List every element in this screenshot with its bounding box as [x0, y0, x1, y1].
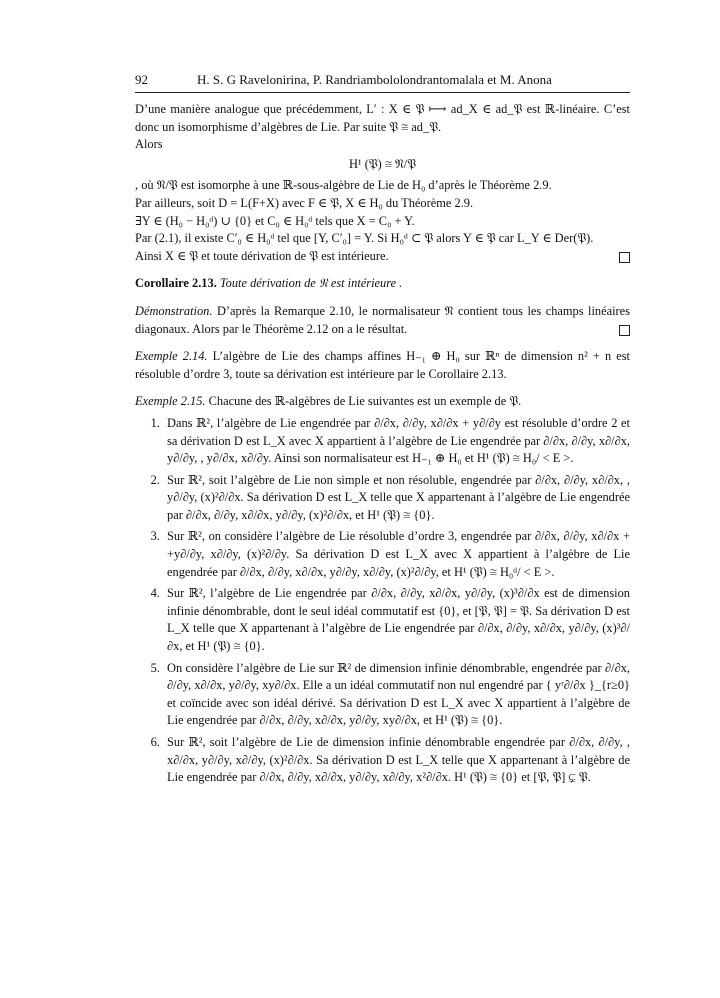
page-number: 92: [135, 72, 148, 87]
example-14-text: L’algèbre de Lie des champs affines H₋₁ ⊕ H₀ sur ℝⁿ de dimension n² + n est résoluble d’ordre 3, toute sa dérivation est intérieure par le Corollaire 2.13.: [135, 349, 630, 381]
example-14-label: Exemple 2.14.: [135, 349, 208, 364]
example-15-label: Exemple 2.15.: [135, 394, 206, 409]
list-item: 6. Sur ℝ², soit l’algèbre de Lie de dimension infinie dénombrable engendrée par ∂/∂x, ∂/∂y, , x∂/∂x, y∂/∂y, x∂/∂y, (x)²∂/∂x. Sa dérivation D est L_X telle que X appartenant à l’algèbre de Lie engendrée par ∂/∂x, ∂/∂y, x∂/∂x, y∂/∂y, x∂/∂y, x²∂/∂x. H¹ (𝔓) ≅ {0} et [𝔓, 𝔓] ⊊ 𝔓.: [163, 734, 630, 787]
proof-line-6-wrap: [135, 248, 630, 266]
running-header: [135, 72, 630, 93]
proof-line-3: Par ailleurs, soit D = L(F+X) avec F ∈ 𝔓, X ∈ H₀ du Théorème 2.9.: [135, 195, 474, 210]
example-2-15: [135, 393, 630, 411]
qed-square-icon: [619, 252, 630, 263]
proof-line-4: ∃Y ∈ (H₀ − H₀ᵈ) ∪ {0} et C₀ ∈ H₀ᵈ tels que X = C₀ + Y.: [135, 213, 415, 228]
list-item: 3. Sur ℝ², on considère l’algèbre de Lie résoluble d’ordre 3, engendrée par ∂/∂x, ∂/∂y, x∂/∂x + +y∂/∂y, x∂/∂y, (x)²∂/∂y. Sa dérivation D est L_X avec X appartient à l’algèbre de Lie engendrée par ∂/∂x, ∂/∂y, x∂/∂x, y∂/∂y, x∂/∂y, (x)²∂/∂y, et H¹ (𝔓) ≅ H₀ᵈ/ < E >.: [163, 528, 630, 581]
demonstration-text: D’après la Remarque 2.10, le normalisateur 𝔑 contient tous les champs linéaires diagonaux. Alors par le Théorème 2.12 on a le résultat.: [135, 303, 630, 336]
demonstration-label: Démonstration.: [135, 303, 213, 318]
proof-line-5: Par (2.1), il existe C′₀ ∈ H₀ᵈ tel que [Y, C′₀] = Y. Si H₀ᵈ ⊂ 𝔓 alors Y ∈ 𝔓 car L_Y ∈ Der(𝔓).: [135, 231, 594, 246]
qed-square-icon: [619, 325, 630, 336]
proof-line-1: D’une manière analogue que précédemment, L′ : X ∈ 𝔓 ⟼ ad_X ∈ ad_𝔓 est ℝ-linéaire. C’est donc un isomorphisme d’algèbres de Lie. Par suite 𝔓 ≅ ad_𝔓.: [135, 102, 630, 134]
corollary-text: Toute dérivation de 𝔑 est intérieure .: [219, 276, 403, 291]
demonstration: [135, 303, 630, 338]
list-item: 4. Sur ℝ², l’algèbre de Lie engendrée par ∂/∂x, ∂/∂y, x∂/∂x, y∂/∂y, (x)³∂/∂x est de dimension infinie dénombrable, dont le seul idéal commutatif est {0}, et [𝔓, 𝔓] = 𝔓. Sa dérivation D est L_X telle que X appartenant à l’algèbre de Lie engendrée par ∂/∂x, ∂/∂y, x∂/∂x, y∂/∂y, (x)³∂/∂x, et H¹ (𝔓) ≅ {0}.: [163, 585, 630, 655]
proof-alors: Alors: [135, 137, 163, 152]
display-formula: H¹ (𝔓) ≅ 𝔑/𝔓: [348, 156, 417, 171]
proof-line-2: , où 𝔑/𝔓 est isomorphe à une ℝ-sous-algèbre de Lie de H₀ d’après le Théorème 2.9.: [135, 178, 552, 193]
list-item: 1. Dans ℝ², l’algèbre de Lie engendrée par ∂/∂x, ∂/∂y, x∂/∂x + y∂/∂y est résoluble d’ordre 2 et sa dérivation D est L_X avec X appartient à l’algèbre de Lie engendrée par ∂/∂x, ∂/∂y, x∂/∂x, y∂/∂y, , y∂/∂x, x∂/∂y. Ainsi son normalisateur est H₋₁ ⊕ H₀ et H¹ (𝔓) ≅ H₀/ < E >.: [163, 415, 630, 468]
page: [135, 72, 630, 791]
example-2-14: [135, 348, 630, 383]
header-authors: H. S. G Ravelonirina, P. Randriambololondrantomalala et M. Anona: [197, 72, 552, 87]
example-list: [135, 415, 630, 787]
example-15-intro: Chacune des ℝ-algèbres de Lie suivantes est un exemple de 𝔓.: [208, 394, 522, 409]
corollary: [135, 275, 630, 293]
list-item: 5. On considère l’algèbre de Lie sur ℝ² de dimension infinie dénombrable, engendrée par ∂/∂x, ∂/∂y, x∂/∂x, y∂/∂y, xy∂/∂x. Elle a un idéal commutatif non nul engendré par { yʳ∂/∂x }_{r≥0} et coïncide avec son idéal dérivé. Sa dérivation D est L_X avec X appartient à l’algèbre de Lie engendrée par ∂/∂x, ∂/∂y, x∂/∂x, y∂/∂y, xy∂/∂x, et H¹ (𝔓) ≅ {0}.: [163, 660, 630, 730]
list-item: 2. Sur ℝ², soit l’algèbre de Lie non simple et non résoluble, engendrée par ∂/∂x, ∂/∂y, x∂/∂x, , y∂/∂y, (x)²∂/∂x. Sa dérivation D est L_X telle que X appartenant à l’algèbre de Lie engendrée par ∂/∂x, ∂/∂y, x∂/∂x, y∂/∂y, (x)²∂/∂x, et H¹ (𝔓) ≅ {0}.: [163, 472, 630, 525]
corollary-label: Corollaire 2.13.: [135, 276, 217, 291]
proof-line-6: Ainsi X ∈ 𝔓 et toute dérivation de 𝔓 est intérieure.: [135, 248, 389, 263]
